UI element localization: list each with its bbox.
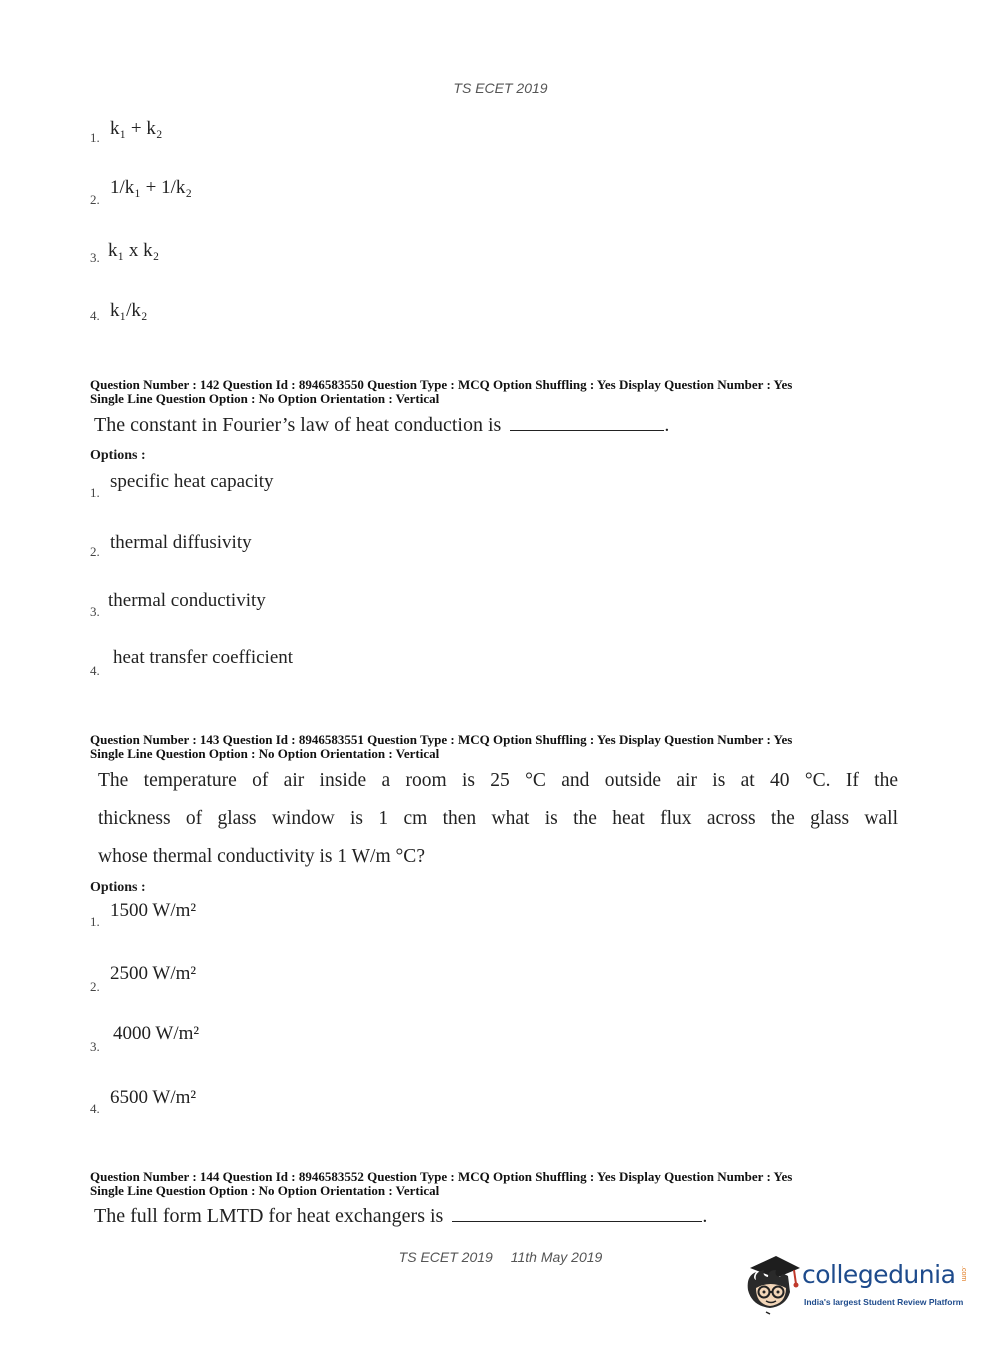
- option-text: thermal diffusivity: [110, 532, 252, 553]
- page-header-title: TS ECET 2019: [453, 80, 548, 96]
- question-meta-line: Question Number : 143 Question Id : 8946583551 Question Type : MCQ Option Shuffling : Yes Display Question Number : Yes: [90, 732, 793, 747]
- question-text: [94, 1205, 707, 1228]
- option-text: k₁ + k₂: [110, 118, 163, 139]
- option-text: 2500 W/m²: [110, 963, 197, 984]
- option-number: 1.: [90, 130, 100, 145]
- question-meta-line: Single Line Question Option : No Option Orientation : Vertical: [90, 746, 440, 761]
- logo-suffix: .com: [960, 1266, 967, 1282]
- option-text: specific heat capacity: [110, 471, 274, 492]
- option-text: k₁/k₂: [110, 300, 148, 321]
- option-number: 3.: [90, 1039, 100, 1054]
- question-meta-line: Single Line Question Option : No Option Orientation : Vertical: [90, 391, 440, 406]
- answer-blank: [510, 414, 664, 431]
- question-meta-line: Question Number : 144 Question Id : 8946583552 Question Type : MCQ Option Shuffling : Yes Display Question Number : Yes: [90, 1169, 793, 1184]
- logo-wordmark: collegedunia: [802, 1260, 956, 1289]
- question-text-content: The full form LMTD for heat exchangers is: [94, 1205, 444, 1227]
- option-text: 1/k₁ + 1/k₂: [110, 177, 193, 198]
- option-number: 1.: [90, 914, 100, 929]
- option-number: 2.: [90, 192, 100, 207]
- option-number: 3.: [90, 604, 100, 619]
- question-text: [94, 414, 669, 437]
- option-text: heat transfer coefficient: [113, 647, 294, 668]
- option-number: 1.: [90, 485, 100, 500]
- question-meta: [90, 1170, 910, 1198]
- option-number: 2.: [90, 979, 100, 994]
- option-number: 4.: [90, 308, 100, 323]
- option-number: 2.: [90, 544, 100, 559]
- options-label: Options :: [90, 880, 146, 895]
- question-meta-line: Single Line Question Option : No Option Orientation : Vertical: [90, 1183, 440, 1198]
- question-trailing: .: [702, 1205, 708, 1227]
- options-label: Options :: [90, 448, 146, 463]
- option-number: 4.: [90, 1101, 100, 1116]
- question-trailing: .: [664, 414, 670, 436]
- option-number: 4.: [90, 663, 100, 678]
- question-text: [98, 762, 898, 876]
- footer-exam-date: 11th May 2019: [510, 1249, 603, 1265]
- option-text: 1500 W/m²: [110, 900, 197, 921]
- option-text: 4000 W/m²: [113, 1023, 200, 1044]
- question-meta-line: Question Number : 142 Question Id : 8946583550 Question Type : MCQ Option Shuffling : Yes Display Question Number : Yes: [90, 377, 793, 392]
- question-text-line: whose thermal conductivity is 1 W/m °C?: [98, 846, 425, 867]
- logo-tagline: India's largest Student Review Platform: [804, 1297, 964, 1307]
- option-text: thermal conductivity: [108, 590, 266, 611]
- collegedunia-logo: [742, 1250, 972, 1320]
- question-text-line: thickness of glass window is 1 cm then what is the heat flux across the glass wall: [98, 808, 898, 829]
- question-meta: [90, 378, 910, 406]
- option-text: 6500 W/m²: [110, 1087, 197, 1108]
- mascot-icon: [742, 1250, 804, 1316]
- question-meta: [90, 733, 910, 761]
- question-text-line: The temperature of air inside a room is 25 °C and outside air is at 40 °C. If the: [98, 770, 898, 791]
- option-text: k₁ x k₂: [108, 240, 160, 261]
- footer-exam-name: TS ECET 2019: [398, 1249, 493, 1265]
- question-text-content: The constant in Fourier’s law of heat conduction is: [94, 414, 502, 436]
- answer-blank: [452, 1205, 702, 1222]
- option-number: 3.: [90, 250, 100, 265]
